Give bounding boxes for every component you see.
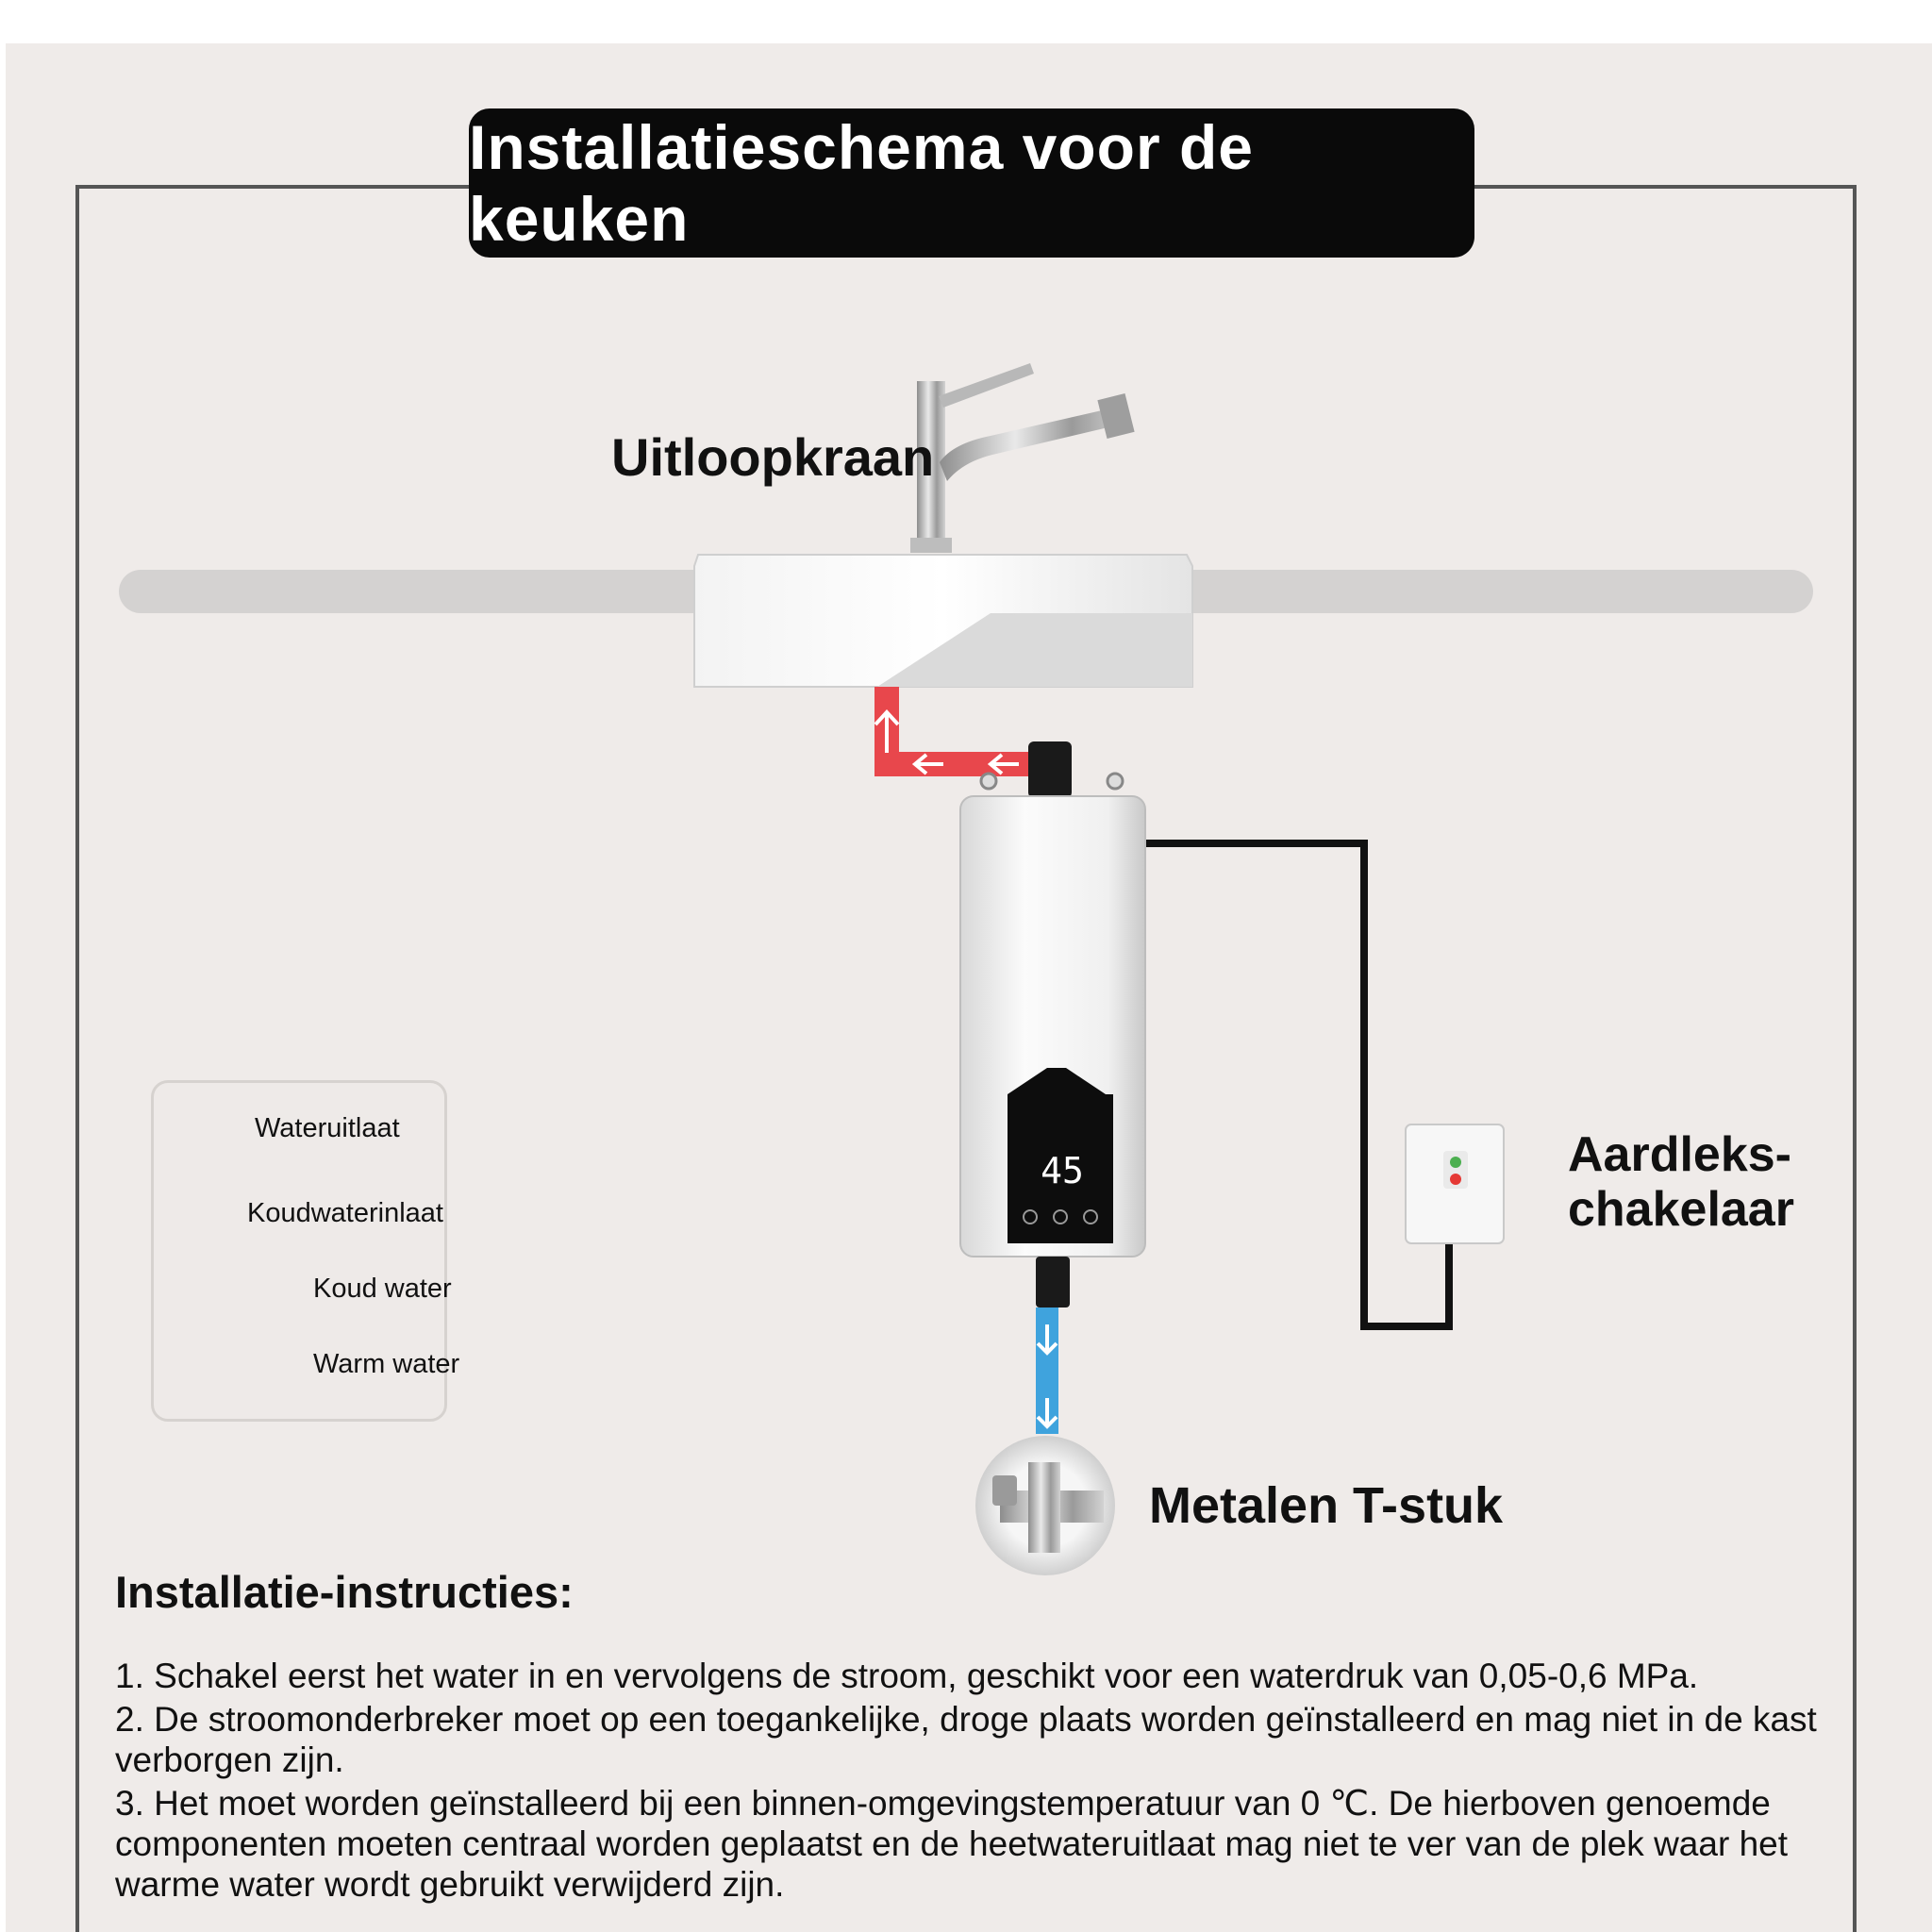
legend-item-cold-water: Koud water — [313, 1274, 452, 1304]
heater-top-fitting — [1028, 741, 1072, 798]
switch-label-line2: chakelaar — [1568, 1182, 1794, 1237]
instruction-item: 1. Schakel eerst het water in en vervolgens de stroom, geschikt voor een waterdruk van 0,05-0,6 MPa. — [115, 1657, 1699, 1695]
sink — [694, 555, 1192, 687]
instruction-item: 3. Het moet worden geïnstalleerd bij een binnen-omgevingstemperatuur van 0 ℃. De hierboven genoemde componenten moeten centraal worden geplaatst en de heetwateruitlaat mag niet te ver van de plek waar het warme water wordt gebruikt verwijderd zijn. — [115, 1784, 1789, 1904]
hot-water-pipe — [875, 687, 1036, 774]
legend-item-warm-water: Warm water — [313, 1349, 460, 1379]
earth-leakage-switch — [1406, 1124, 1504, 1243]
legend-item-water-outlet: Wateruitlaat — [255, 1113, 400, 1143]
power-cable — [1145, 843, 1449, 1326]
tee-valve-icon — [975, 1436, 1115, 1575]
faucet-label: Uitloopkraan — [611, 427, 935, 487]
switch-label — [1568, 1127, 1794, 1237]
legend-item-cold-inlet: Koudwaterinlaat — [247, 1198, 443, 1228]
instructions-heading: Installatie-instructies: — [115, 1567, 574, 1617]
tee-label: Metalen T-stuk — [1149, 1477, 1504, 1534]
instruction-item: 2. De stroomonderbreker moet op een toegankelijke, droge plaats worden geïnstalleerd en mag niet in de kast verborgen zijn. — [115, 1700, 1817, 1779]
cold-water-pipe — [1038, 1307, 1057, 1434]
heater-bottom-fitting — [1036, 1257, 1070, 1307]
instructions-list — [115, 1656, 1841, 1907]
switch-label-line1: Aardleks- — [1568, 1127, 1791, 1182]
heater-display: 45 — [1041, 1150, 1084, 1191]
faucet-icon — [910, 363, 1135, 553]
diagram-title: Installatieschema voor de keuken — [469, 108, 1474, 258]
